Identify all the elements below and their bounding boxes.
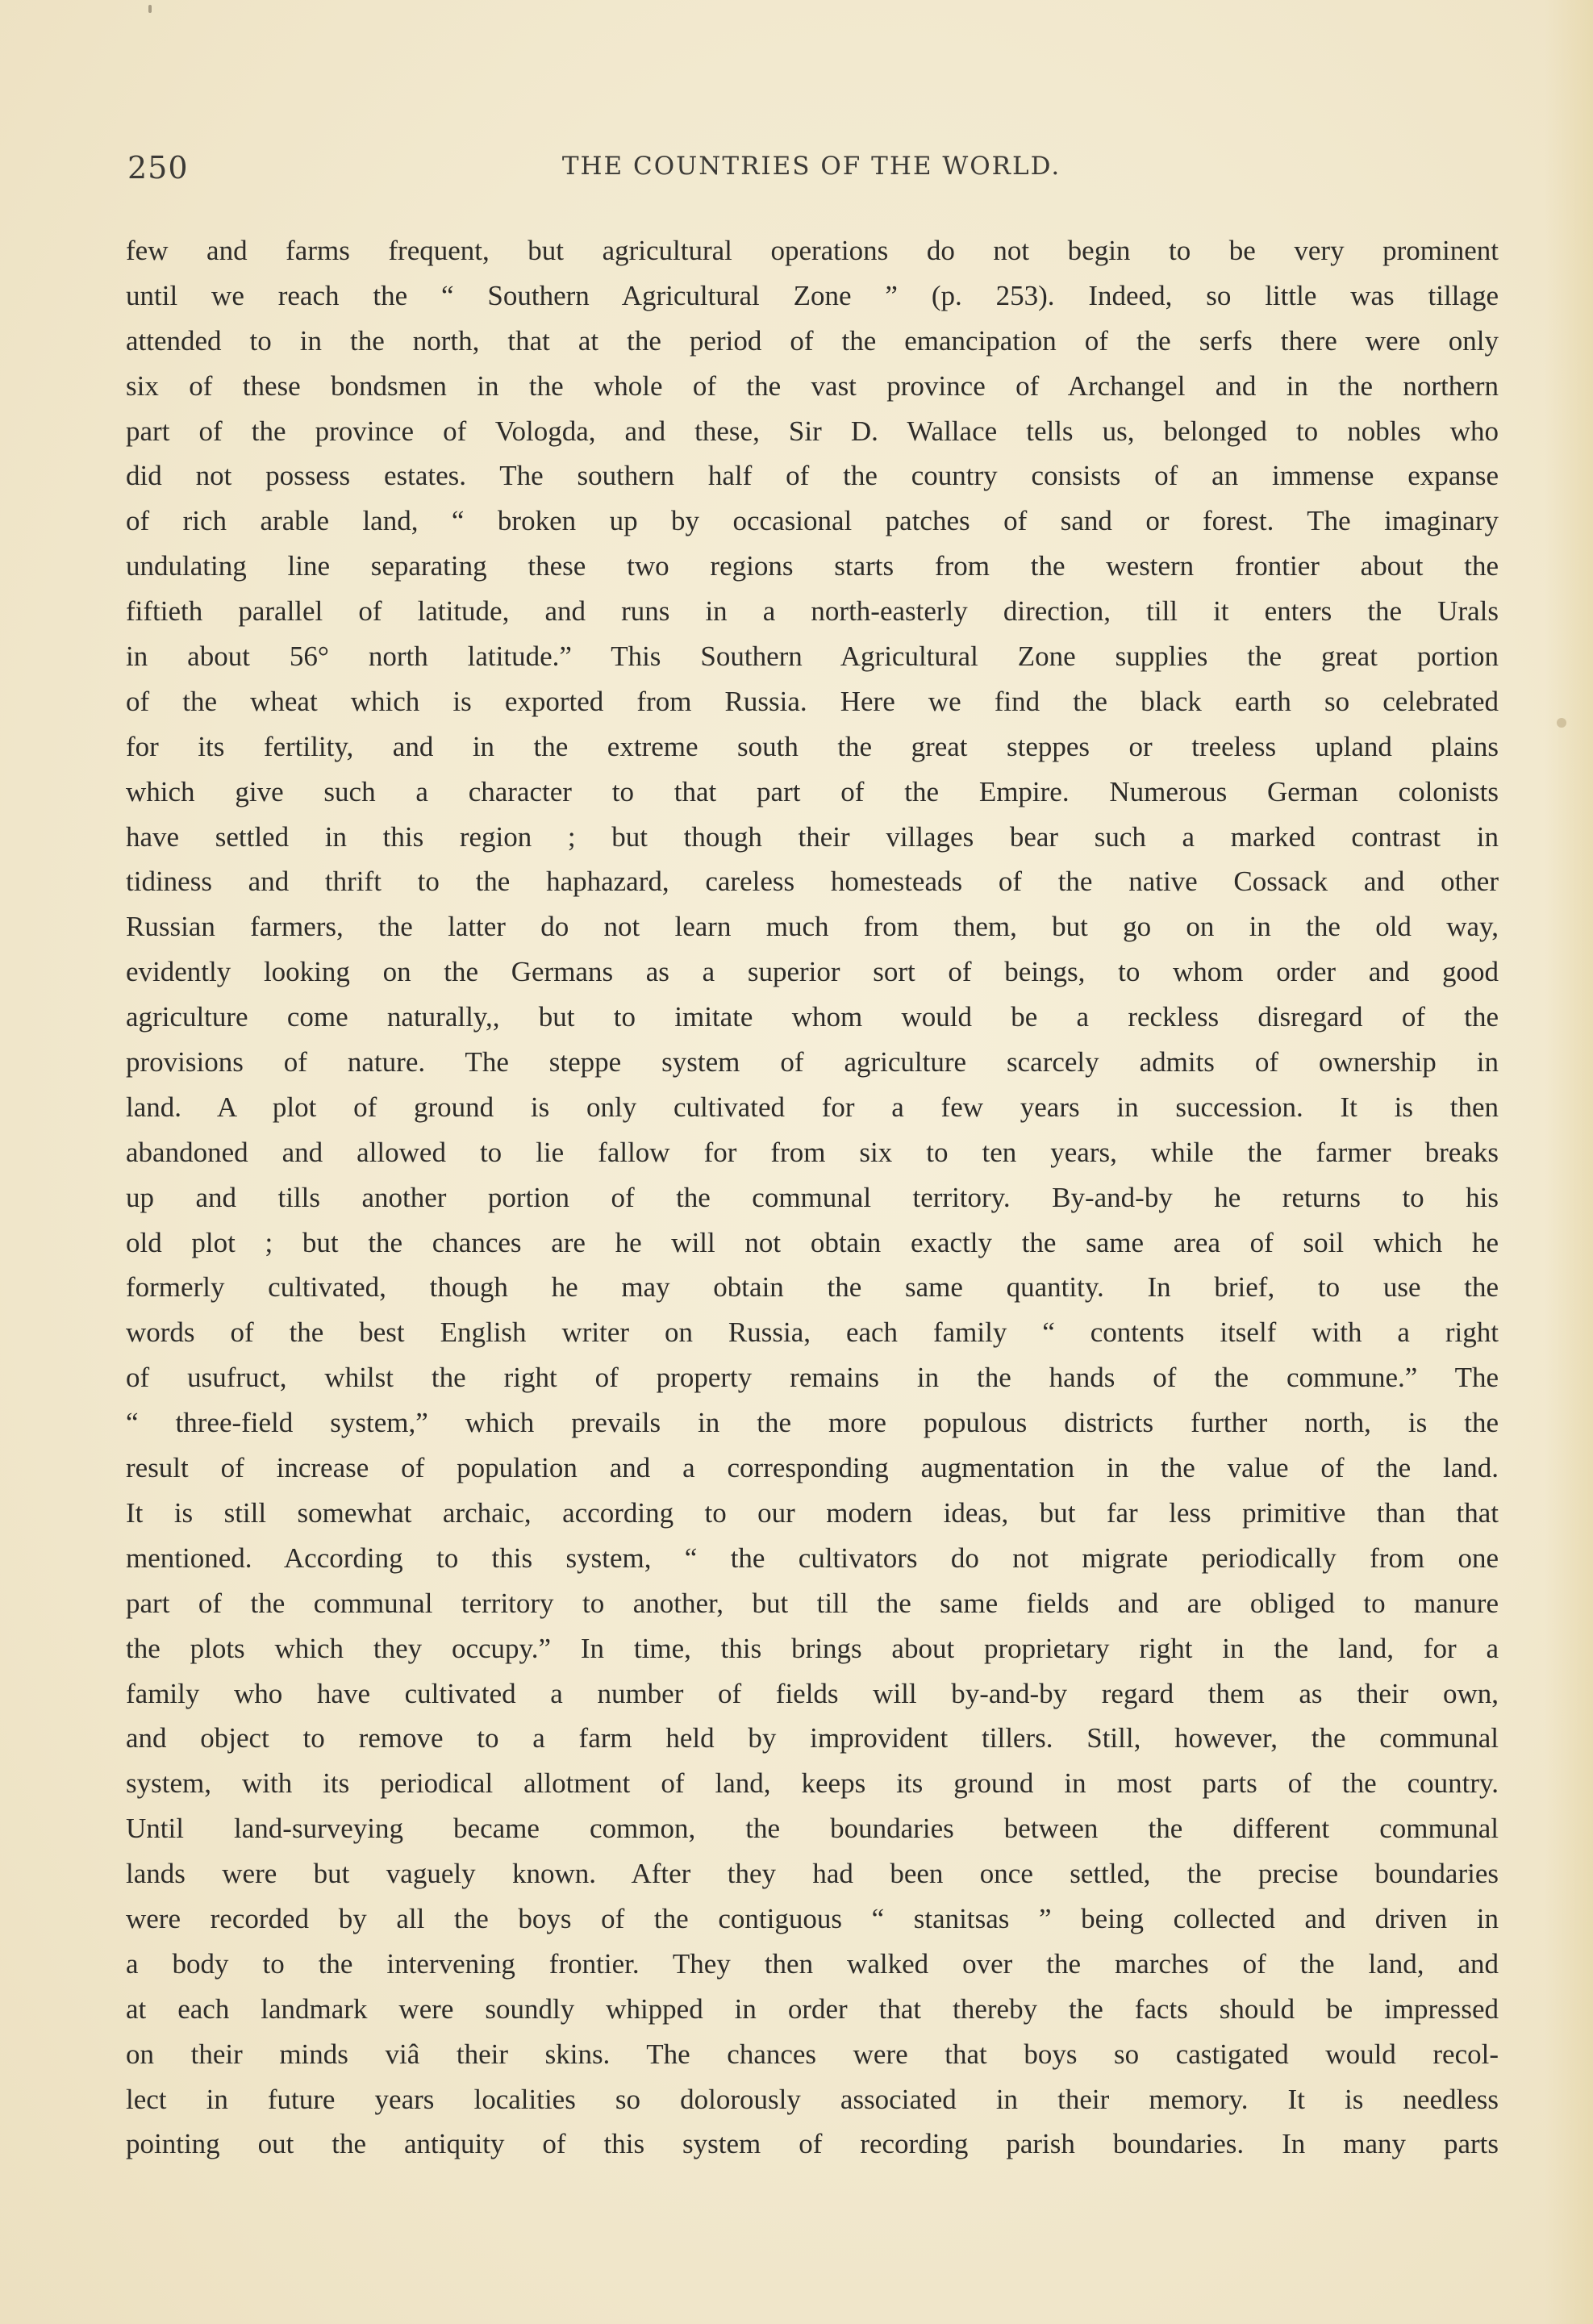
text-line: few and farms frequent, but agricultural operations do not begin to be very prominent [126,235,1499,266]
text-line: a body to the intervening frontier. They then walked over the marches of the land, and [126,1947,1499,1980]
text-line: in about 56° north latitude.” This Southern Agricultural Zone supplies the great portion [126,640,1499,673]
text-line: provisions of nature. The steppe system of agriculture scarcely admits of ownership in [126,1046,1499,1079]
text-line: abandoned and allowed to lie fallow for from six to ten years, while the farmer breaks [126,1136,1499,1168]
text-line: part of the communal territory to another, but till the same fields and are obliged to manure [126,1587,1499,1619]
body-paragraph [126,228,1499,2167]
text-line: evidently looking on the Germans as a superior sort of beings, to whom order and good [126,956,1499,988]
text-line: old plot ; but the chances are he will not obtain exactly the same area of soil which he [126,1226,1499,1258]
text-line: part of the province of Vologda, and these, Sir D. Wallace tells us, belonged to nobles who [126,415,1499,447]
text-line: family who have cultivated a number of fields will by-and-by regard them as their own, [126,1677,1499,1709]
text-line: formerly cultivated, though he may obtain the same quantity. In brief, to use the [126,1271,1499,1304]
running-title: THE COUNTRIES OF THE WORLD. [561,152,1061,181]
text-line: have settled in this region ; but though their villages bear such a marked contrast in [126,820,1499,853]
text-line: mentioned. According to this system, “ the cultivators do not migrate periodically from one [126,1542,1499,1574]
text-line: result of increase of population and a corresponding augmentation in the value of the land. [126,1452,1499,1484]
text-line: words of the best English writer on Russia, each family “ contents itself with a right [126,1316,1499,1349]
text-line: were recorded by all the boys of the contiguous “ stanitsas ” being collected and driven in [126,1902,1499,1934]
text-line: six of these bondsmen in the whole of the vast province of Archangel and in the northern [126,369,1499,402]
text-line: did not possess estates. The southern half of the country consists of an immense expanse [126,460,1499,492]
text-line: pointing out the antiquity of this system of recording parish boundaries. In many parts [126,2128,1499,2160]
paper-mark [148,5,152,13]
paper-speck [1557,718,1566,728]
text-line: on their minds viâ their skins. The chances were that boys so castigated would recol- [126,2038,1499,2070]
text-line: until we reach the “ Southern Agricultural Zone ” (p. 253). Indeed, so little was tillage [126,279,1499,311]
text-line: undulating line separating these two regions starts from the western frontier about the [126,550,1499,582]
text-line: tidiness and thrift to the haphazard, careless homesteads of the native Cossack and other [126,866,1499,898]
text-line: agriculture come naturally,, but to imitate whom would be a reckless disregard of the [126,1001,1499,1033]
text-line: the plots which they occupy.” In time, this brings about proprietary right in the land, for a [126,1632,1499,1664]
text-line: which give such a character to that part of the Empire. Numerous German colonists [126,775,1499,807]
text-line: system, with its periodical allotment of land, keeps its ground in most parts of the country. [126,1767,1499,1800]
text-line: fiftieth parallel of latitude, and runs in a north-easterly direction, till it enters the Urals [126,595,1499,628]
text-line: It is still somewhat archaic, according to our modern ideas, but far less primitive than that [126,1496,1499,1529]
text-line: Russian farmers, the latter do not learn much from them, but go on in the old way, [126,911,1499,943]
text-line: of rich arable land, “ broken up by occasional patches of sand or forest. The imaginary [126,505,1499,537]
text-line: “ three-field system,” which prevails in the more populous districts further north, is the [126,1407,1499,1439]
text-line: and object to remove to a farm held by improvident tillers. Still, however, the communal [126,1722,1499,1754]
page-edge-shading [1545,0,1593,2324]
text-line: lands were but vaguely known. After they had been once settled, the precise boundaries [126,1858,1499,1890]
text-line: attended to in the north, that at the period of the emancipation of the serfs there were only [126,324,1499,357]
page-header [121,145,1502,194]
text-line: up and tills another portion of the communal territory. By-and-by he returns to his [126,1181,1499,1213]
text-line: of usufruct, whilst the right of property remains in the hands of the commune.” The [126,1362,1499,1394]
text-line: Until land-surveying became common, the boundaries between the different communal [126,1813,1499,1845]
text-line: lect in future years localities so dolorously associated in their memory. It is needless [126,2083,1499,2115]
text-line: land. A plot of ground is only cultivated for a few years in succession. It is then [126,1091,1499,1123]
page-number: 250 [127,150,189,186]
text-line: for its fertility, and in the extreme south the great steppes or treeless upland plains [126,730,1499,762]
text-line: at each landmark were soundly whipped in order that thereby the facts should be impressed [126,1992,1499,2025]
text-line: of the wheat which is exported from Russia. Here we find the black earth so celebrated [126,685,1499,717]
